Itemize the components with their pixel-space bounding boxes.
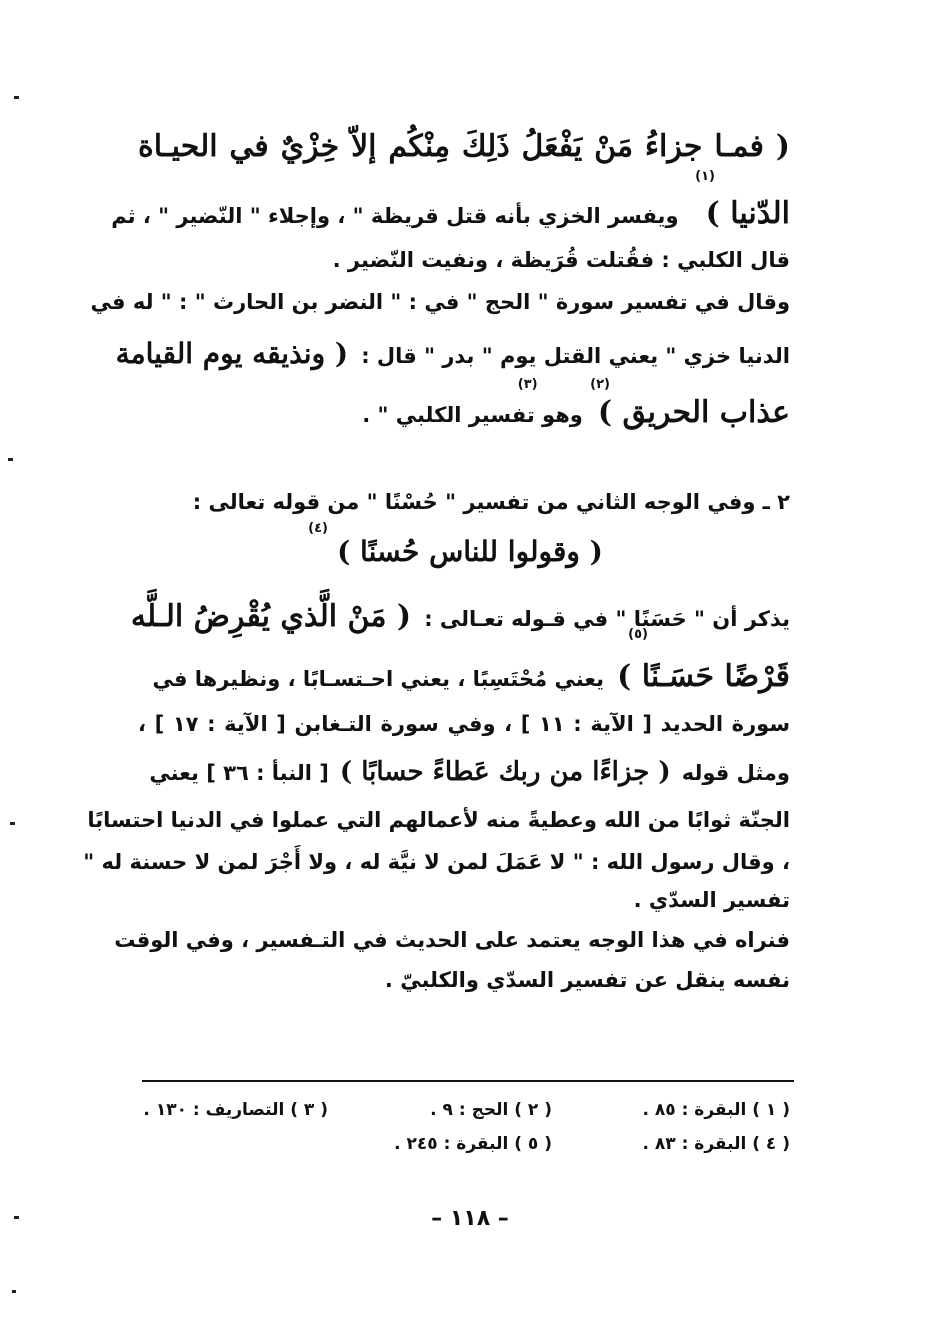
text-line-11: سورة الحديد [ الآية : ١١ ] ، وفي سورة التـغابن [ الآية : ١٧ ] ، bbox=[138, 712, 790, 736]
footnote-4: ( ٤ ) البقرة : ٨٣ . bbox=[642, 1134, 790, 1154]
text-line-5 bbox=[115, 337, 790, 370]
verse-fragment: قَرْضًا حَسَـنًا ) bbox=[617, 659, 790, 694]
text-line-13: الجنّة ثوابًا من الله وعطيةً منه لأعمالهم التي عملوا في الدنيا احتسابًا bbox=[87, 808, 790, 832]
text-line-14: ، وقال رسول الله : " لا عَمَلَ لمن لا نيَّة له ، ولا أَجْرَ لمن لا حسنة له " bbox=[83, 850, 790, 874]
text-line-6 bbox=[362, 396, 790, 431]
text-line-3: قال الكلبي : فقُتلت قُرَيظة ، ونفيت النّضير . bbox=[332, 248, 790, 272]
footnote-5: ( ٥ ) البقرة : ٢٤٥ . bbox=[394, 1134, 552, 1154]
verse-fragment: ( جزاءًا من ربك عَطاءً حسابًا ) bbox=[339, 757, 671, 787]
verse-fragment: ( ونذيقه يوم القيامة bbox=[115, 337, 349, 370]
footnote-3: ( ٣ ) التصاريف : ١٣٠ . bbox=[143, 1100, 328, 1120]
text-line-10 bbox=[152, 660, 790, 695]
scan-speck bbox=[10, 822, 15, 825]
prose-fragment: يعني مُحْتَسِبًا ، يعني احـتسـابًا ، ونظيرها في bbox=[152, 667, 605, 691]
prose-fragment: الدنيا خزي " يعني القتل يوم " بدر " قال : bbox=[361, 344, 790, 368]
text-line-12 bbox=[138, 758, 790, 788]
prose-fragment: يذكر أن " حَسَنًا " في قـوله تعـالى : bbox=[424, 607, 790, 631]
verse-fragment: عذاب الحريق ) bbox=[597, 395, 790, 430]
page-number: – ١١٨ – bbox=[431, 1206, 509, 1231]
verse-line-1: ( فمـا جزاءُ مَنْ يَفْعَلُ ذَلِكَ مِنْكُم إلاّ خِزْيٌ في الحيـاة bbox=[138, 129, 790, 164]
scan-speck bbox=[14, 1216, 19, 1219]
footnote-divider bbox=[142, 1080, 794, 1082]
footnote-ref-4: (٤) bbox=[308, 521, 328, 536]
footnote-2: ( ٢ ) الحج : ٩ . bbox=[430, 1100, 552, 1120]
footnote-ref-5: (٥) bbox=[628, 627, 648, 642]
prose-fragment: وهو تفسير الكلبي " . bbox=[362, 403, 583, 427]
prose-fragment: [ النبأ : ٣٦ ] يعني bbox=[149, 761, 329, 785]
text-line-16: فنراه في هذا الوجه يعتمد على الحديث في التـفسير ، وفي الوقت bbox=[114, 928, 790, 952]
footnote-ref-1: (١) bbox=[695, 169, 715, 184]
footnote-1: ( ١ ) البقرة : ٨٥ . bbox=[642, 1100, 790, 1120]
prose-fragment: ويفسر الخزي بأنه قتل قريظة " ، وإجلاء " النّضير " ، ثم bbox=[111, 204, 679, 228]
footnote-refs-2-3: (٢) (٣) bbox=[517, 377, 610, 392]
verse-fragment: الدّنيا ) bbox=[705, 196, 790, 231]
text-line-4: وقال في تفسير سورة " الحج " في : " النضر بن الحارث " : " له في bbox=[90, 290, 790, 314]
verse-fragment: ( مَنْ الَّذي يُقْرِضُ الـلَّه bbox=[130, 599, 412, 634]
text-line-15: تفسير السدّي . bbox=[633, 888, 790, 912]
prose-fragment: ومثل قوله bbox=[681, 761, 790, 785]
verse-line-8: ( وقولوا للناس حُسنًا ) bbox=[337, 535, 603, 568]
text-line-9 bbox=[130, 599, 790, 635]
text-line-7: ٢ ـ وفي الوجه الثاني من تفسير " حُسْنًا " من قوله تعالى : bbox=[192, 490, 790, 514]
scan-speck bbox=[12, 1290, 16, 1293]
text-line-17: نفسه ينقل عن تفسير السدّي والكلبيّ . bbox=[384, 968, 790, 992]
text-line-2 bbox=[111, 197, 790, 232]
scan-speck bbox=[8, 458, 13, 461]
scan-speck bbox=[14, 96, 19, 99]
